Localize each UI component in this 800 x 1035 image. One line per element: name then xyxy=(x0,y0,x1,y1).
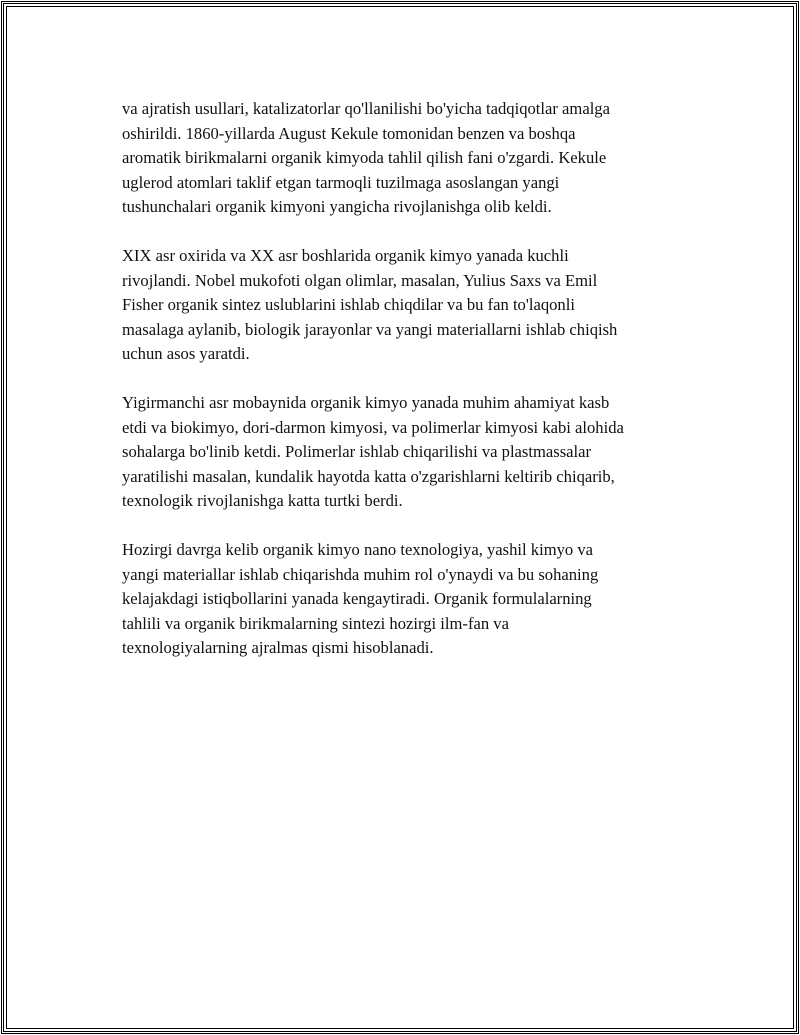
paragraph-2: XIX asr oxirida va XX asr boshlarida organik kimyo yanada kuchli rivojlandi. Nobel mukofoti olgan olimlar, masalan, Yulius Saxs va Emil Fisher organik sintez uslublarini ishlab chiqdilar va bu fan to'laqonli masalaga aylanib, biologik jarayonlar va yangi materiallarni ishlab chiqish uchun asos yaratdi. xyxy=(122,246,618,363)
page-border xyxy=(1,1,799,1034)
paragraph-4: Hozirgi davrga kelib organik kimyo nano texnologiya, yashil kimyo va yangi materiallar ishlab chiqarishda muhim rol o'ynaydi va bu sohaning kelajakdagi istiqbollarini yanada kengaytiradi. Organik formulalarning tahlili va organik birikmalarning sintezi hozirgi ilm-fan va texnologiyalarning ajralmas qismi hisoblanadi. xyxy=(122,540,599,657)
paragraph-3: Yigirmanchi asr mobaynida organik kimyo yanada muhim ahamiyat kasb etdi va biokimyo, dori-darmon kimyosi, va polimerlar kimyosi kabi alohida sohalarga bo'linib ketdi. Polimerlar ishlab chiqarilishi va plastmassalar yaratilishi masalan, kundalik hayotda katta o'zgarishlarni keltirib chiqarib, texnologik rivojlanishga katta turtki berdi. xyxy=(122,393,624,510)
paragraph-1: va ajratish usullari, katalizatorlar qo'llanilishi bo'yicha tadqiqotlar amalga oshirildi. 1860-yillarda August Kekule tomonidan benzen va boshqa aromatik birikmalarni organik kimyoda tahlil qilish fani o'zgardi. Kekule uglerod atomlari taklif etgan tarmoqli tuzilmaga asoslangan yangi tushunchalari organik kimyoni yangicha rivojlanishga olib keldi. xyxy=(122,99,610,216)
document-body xyxy=(122,97,702,685)
